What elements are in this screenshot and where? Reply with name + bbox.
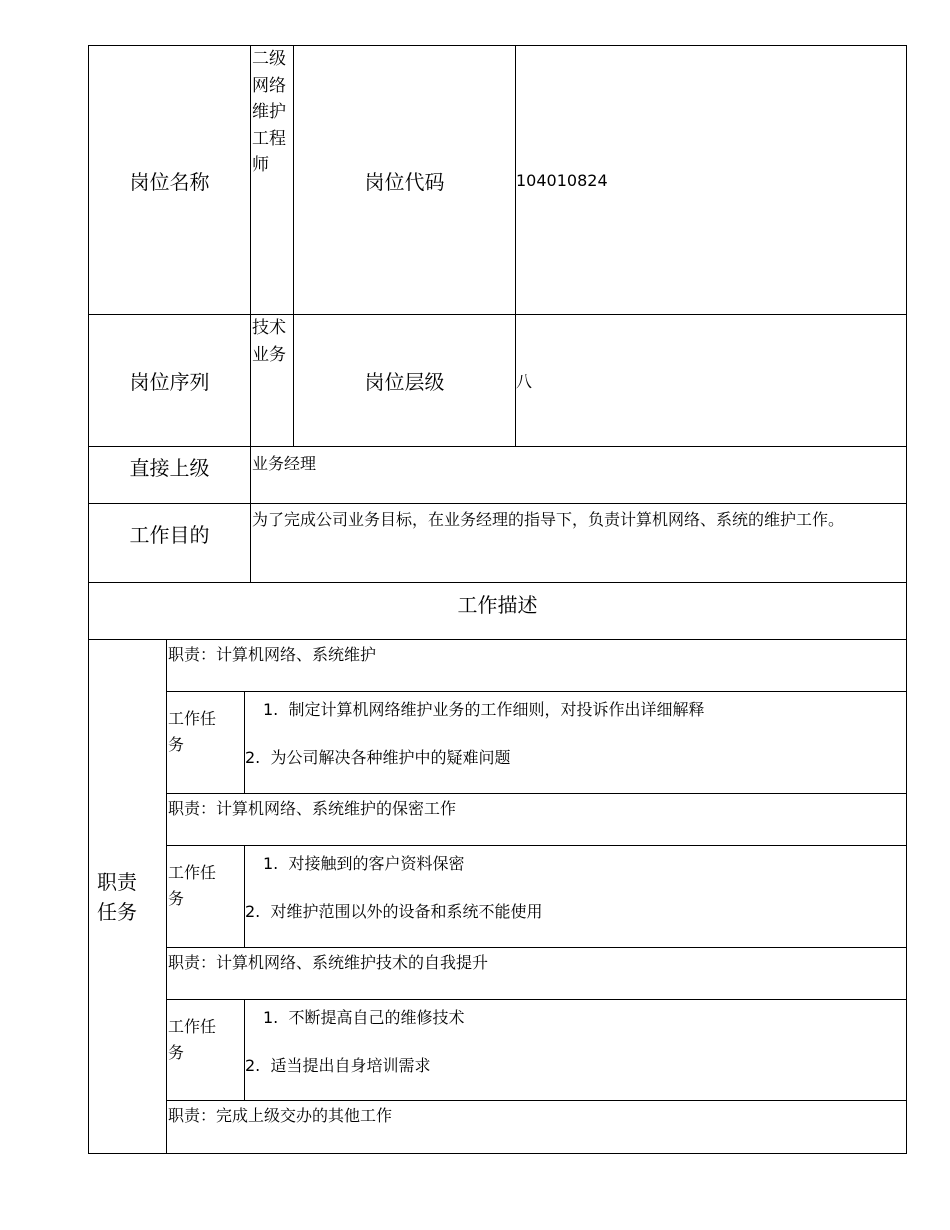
task-label: 工作任务 <box>166 999 245 1101</box>
task-list <box>244 845 907 948</box>
task-label: 工作任务 <box>166 691 245 794</box>
task-item: 1. 制定计算机网络维护业务的工作细则，对投诉作出详细解释 <box>263 700 705 719</box>
position-name-label: 岗位名称 <box>88 45 251 315</box>
task-item: 2. 对维护范围以外的设备和系统不能使用 <box>245 902 543 921</box>
task-list <box>244 691 907 794</box>
sequence-value: 技术业务 <box>250 314 294 447</box>
task-item: 1. 对接触到的客户资料保密 <box>263 854 465 873</box>
purpose-label: 工作目的 <box>88 503 251 583</box>
duty-title: 职责：计算机网络、系统维护技术的自我提升 <box>166 947 907 1000</box>
duty-title: 职责：计算机网络、系统维护 <box>166 639 907 692</box>
supervisor-value: 业务经理 <box>250 446 907 504</box>
position-code-value: 104010824 <box>515 45 907 315</box>
level-value: 八 <box>515 314 907 447</box>
level-label: 岗位层级 <box>293 314 516 447</box>
duty-title: 职责：完成上级交办的其他工作 <box>166 1100 907 1154</box>
duties-label: 职责任务 <box>88 639 167 1154</box>
supervisor-label: 直接上级 <box>88 446 251 504</box>
position-code-label: 岗位代码 <box>293 45 516 315</box>
task-item: 2. 为公司解决各种维护中的疑难问题 <box>245 748 511 767</box>
purpose-value: 为了完成公司业务目标，在业务经理的指导下，负责计算机网络、系统的维护工作。 <box>250 503 907 583</box>
description-title: 工作描述 <box>88 582 907 640</box>
duty-title: 职责：计算机网络、系统维护的保密工作 <box>166 793 907 846</box>
task-item: 1. 不断提高自己的维修技术 <box>263 1008 465 1027</box>
position-name-value: 二级网络维护工程师 <box>250 45 294 315</box>
sequence-label: 岗位序列 <box>88 314 251 447</box>
task-label: 工作任务 <box>166 845 245 948</box>
task-list <box>244 999 907 1101</box>
task-item: 2. 适当提出自身培训需求 <box>245 1056 431 1075</box>
